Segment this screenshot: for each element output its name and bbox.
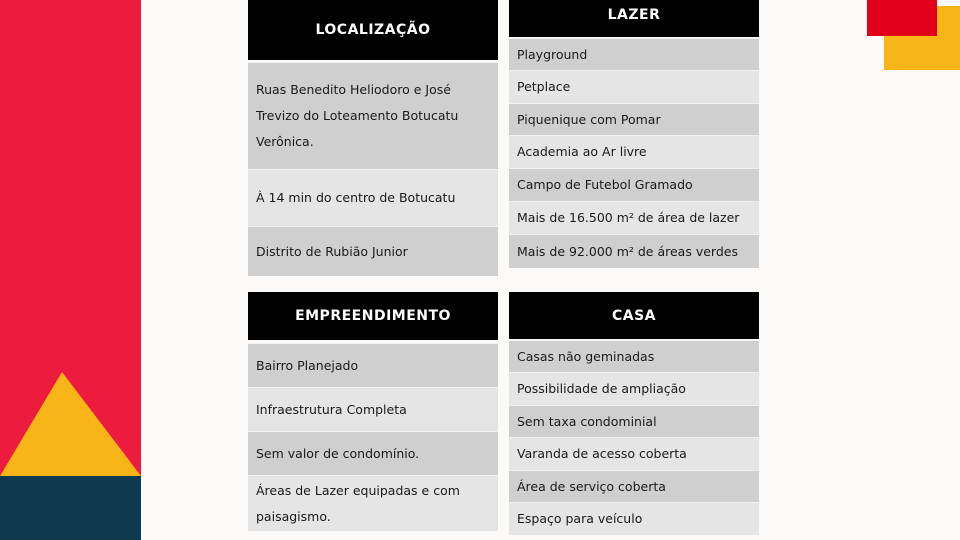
lazer-row-text: Piquenique com Pomar (517, 111, 661, 127)
lazer-row-text: Petplace (517, 79, 571, 94)
yellow-triangle-shape (0, 372, 141, 476)
localizacao-row (248, 62, 498, 169)
navy-block-shape (0, 476, 141, 540)
red-square-decoration (867, 0, 937, 36)
localizacao-row-text: Distrito de Rubião Junior (256, 243, 408, 259)
casa-header: CASA (509, 292, 759, 339)
lazer-row-text: Campo de Futebol Gramado (517, 177, 693, 192)
casa-table (509, 292, 759, 535)
empreendimento-row (248, 343, 498, 387)
casa-row (509, 372, 759, 405)
casa-row (509, 470, 759, 502)
empreendimento-row-text: Sem valor de condomínio. (256, 445, 420, 461)
lazer-row (509, 70, 759, 103)
casa-row (509, 405, 759, 437)
localizacao-row (248, 169, 498, 226)
lazer-row (509, 103, 759, 135)
lazer-row-text: Academia ao Ar livre (517, 144, 647, 159)
casa-row (509, 502, 759, 535)
localizacao-row (248, 226, 498, 276)
lazer-row (509, 201, 759, 234)
lazer-row (509, 38, 759, 70)
casa-row-text: Casas não geminadas (517, 348, 655, 364)
casa-row (509, 340, 759, 372)
lazer-row (509, 234, 759, 268)
lazer-row-text: Mais de 92.000 m² de áreas verdes (517, 243, 738, 259)
casa-row-text: Área de serviço coberta (517, 478, 666, 494)
casa-row-text: Espaço para veículo (517, 511, 643, 526)
lazer-row-text: Playground (517, 46, 588, 62)
casa-row (509, 437, 759, 470)
casa-row-text: Sem taxa condominial (517, 413, 657, 429)
localizacao-row-text: Ruas Benedito Heliodoro e José Trevizo do Loteamento Botucatu Verônica. (256, 82, 459, 149)
lazer-row-text: Mais de 16.500 m² de área de lazer (517, 210, 740, 225)
empreendimento-header: EMPREENDIMENTO (248, 292, 498, 340)
lazer-header: LAZER (509, 0, 759, 37)
empreendimento-row-text: Bairro Planejado (256, 357, 359, 373)
empreendimento-row (248, 431, 498, 475)
lazer-table (509, 0, 759, 268)
casa-row-text: Varanda de acesso coberta (517, 446, 687, 461)
empreendimento-row (248, 387, 498, 431)
empreendimento-row-text: Áreas de Lazer equipadas e com paisagismo. (256, 482, 460, 524)
lazer-row (509, 135, 759, 168)
localizacao-table (248, 0, 498, 276)
left-decorative-band (0, 0, 141, 540)
lazer-row (509, 168, 759, 201)
localizacao-row-text: À 14 min do centro de Botucatu (256, 190, 456, 205)
localizacao-header: LOCALIZAÇÃO (248, 0, 498, 60)
empreendimento-table (248, 292, 498, 531)
empreendimento-row (248, 475, 498, 531)
casa-row-text: Possibilidade de ampliação (517, 381, 686, 396)
empreendimento-row-text: Infraestrutura Completa (256, 401, 407, 417)
